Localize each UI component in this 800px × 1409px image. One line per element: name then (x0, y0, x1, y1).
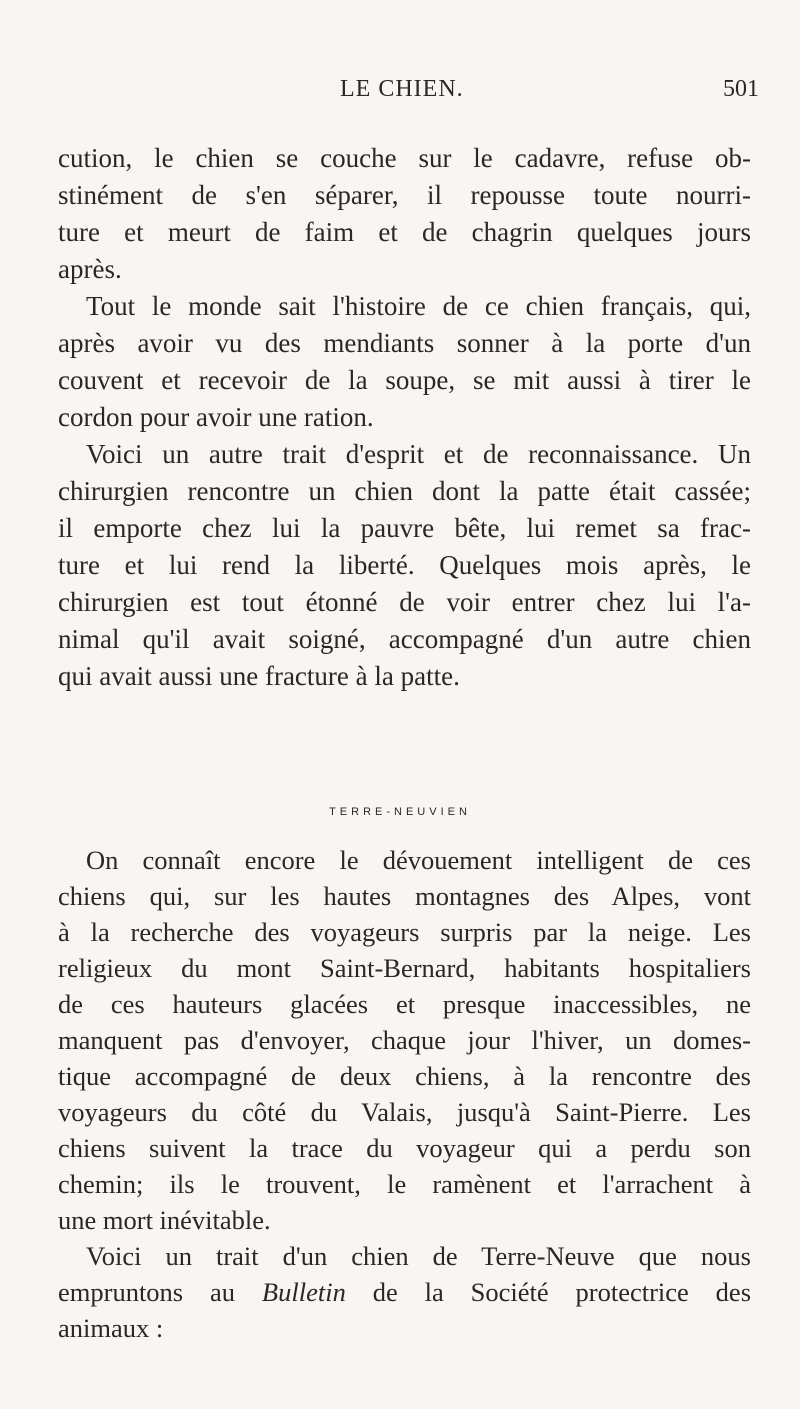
text-line: cordon pour avoir une ration. (58, 402, 374, 432)
text-line: après avoir vu des mendiants sonner à la porte d'un (58, 328, 751, 358)
text-block-bottom (58, 842, 751, 1346)
text-line: il emporte chez lui la pauvre bête, lui remet sa frac- (58, 513, 751, 543)
running-title: LE CHIEN. (340, 76, 464, 102)
text-line: cution, le chien se couche sur le cadavre, refuse ob- (58, 143, 751, 173)
text-line: Tout le monde sait l'histoire de ce chien français, qui, (86, 291, 751, 321)
text-line: Voici un trait d'un chien de Terre-Neuve que nous (86, 1241, 751, 1271)
text-line: religieux du mont Saint-Bernard, habitants hospitaliers (58, 953, 751, 983)
text-line: nimal qu'il avait soigné, accompagné d'un autre chien (58, 624, 751, 654)
text-line: une mort inévitable. (58, 1205, 271, 1235)
text-line: chirurgien est tout étonné de voir entrer chez lui l'a- (58, 587, 751, 617)
text-line: ture et meurt de faim et de chagrin quelques jours (58, 217, 751, 247)
paragraph-4 (58, 842, 751, 1238)
text-line: qui avait aussi une fracture à la patte. (58, 661, 460, 691)
text-run: empruntons au (58, 1277, 262, 1307)
text-line: animaux : (58, 1313, 164, 1343)
text-line: de ces hauteurs glacées et presque inaccessibles, ne (58, 989, 751, 1019)
page-header (0, 76, 800, 106)
text-line: chiens qui, sur les hautes montagnes des Alpes, vont (58, 881, 751, 911)
text-line: après. (58, 254, 122, 284)
paragraph-3 (58, 436, 751, 695)
text-line: manquent pas d'envoyer, chaque jour l'hiver, un domes- (58, 1025, 751, 1055)
paragraph-5 (58, 1238, 751, 1346)
text-line: ture et lui rend la liberté. Quelques mois après, le (58, 550, 751, 580)
text-line: On connaît encore le dévouement intelligent de ces (86, 845, 751, 875)
section-title: TERRE-NEUVIEN (329, 806, 471, 818)
paragraph-1 (58, 140, 751, 288)
text-block-top (58, 140, 751, 695)
text-line: tique accompagné de deux chiens, à la rencontre des (58, 1061, 751, 1091)
text-line: chiens suivent la trace du voyageur qui a perdu son (58, 1133, 751, 1163)
text-line: chemin; ils le trouvent, le ramènent et l'arrachent à (58, 1169, 751, 1199)
text-line: couvent et recevoir de la soupe, se mit aussi à tirer le (58, 365, 751, 395)
paragraph-2 (58, 288, 751, 436)
text-line: à la recherche des voyageurs surpris par la neige. Les (58, 917, 751, 947)
page-number: 501 (723, 76, 759, 102)
text-line: stinément de s'en séparer, il repousse toute nourri- (58, 180, 751, 210)
bulletin-title: Bulletin (261, 1277, 346, 1307)
text-line: voyageurs du côté du Valais, jusqu'à Saint-Pierre. Les (58, 1097, 751, 1127)
text-line (58, 1274, 751, 1310)
text-line: chirurgien rencontre un chien dont la patte était cassée; (58, 476, 751, 506)
text-run: de la Société protectrice des (345, 1277, 752, 1307)
text-line: Voici un autre trait d'esprit et de reconnaissance. Un (86, 439, 751, 469)
